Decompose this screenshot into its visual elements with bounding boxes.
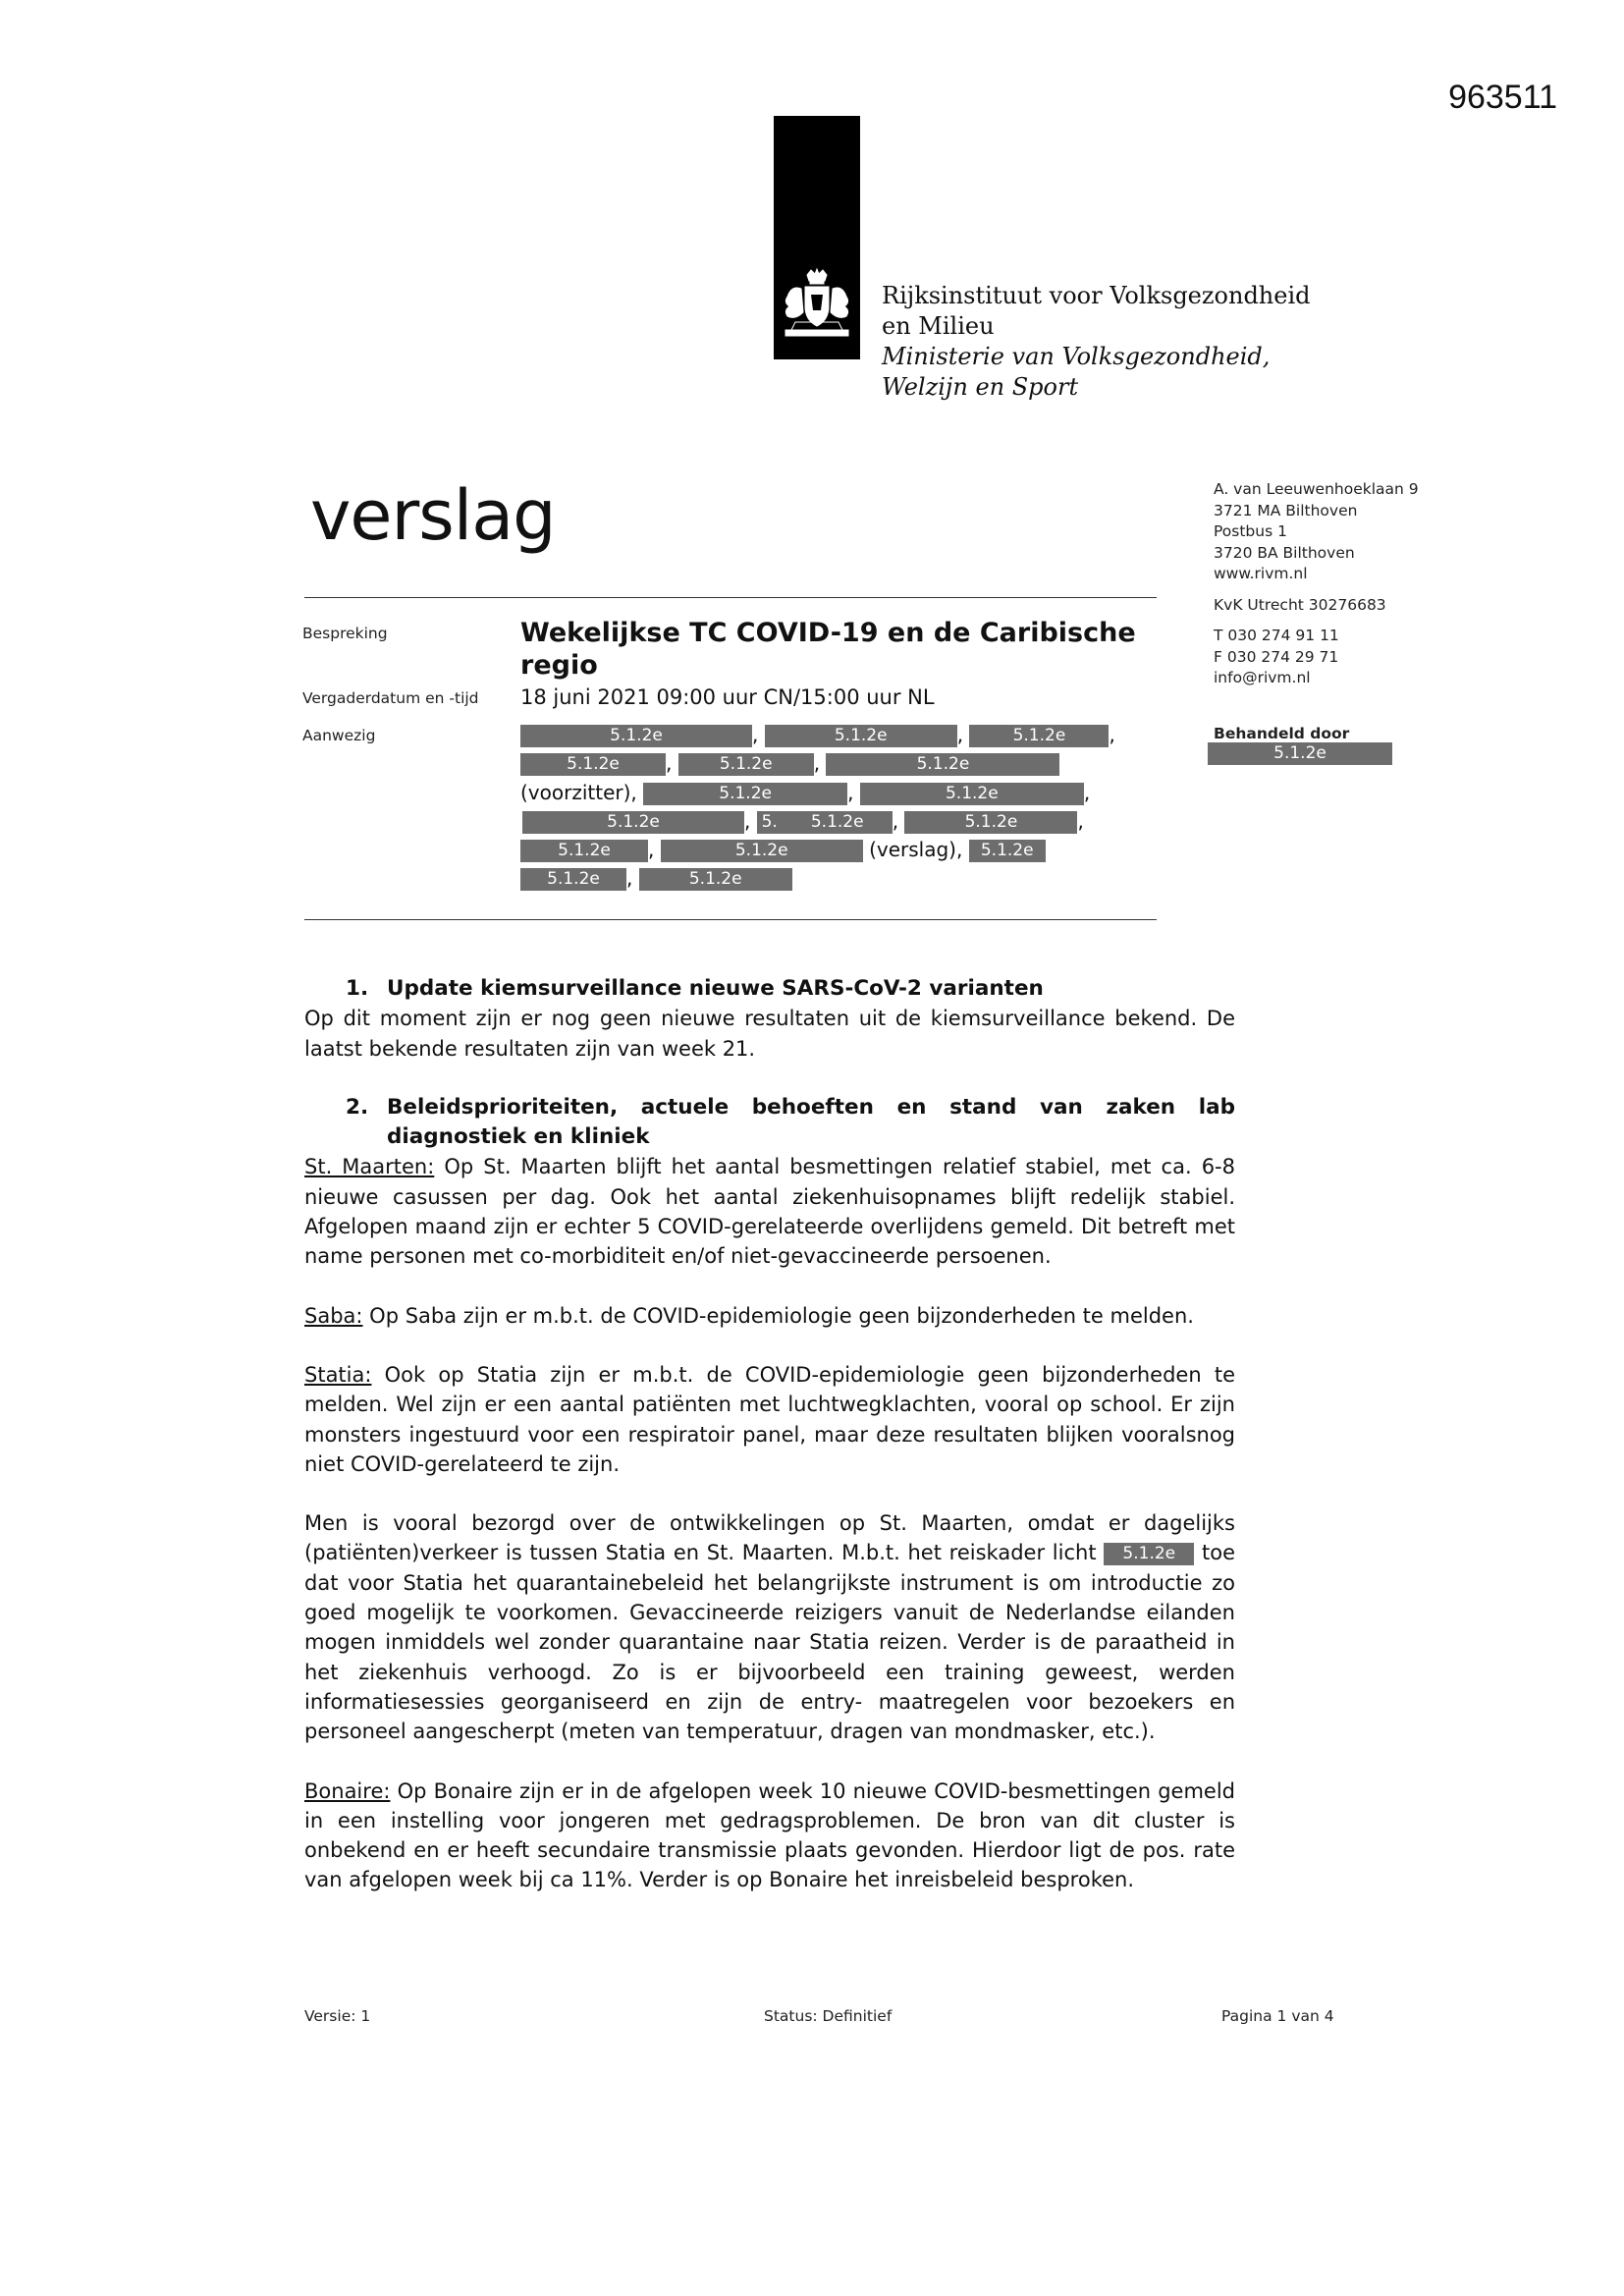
address-website: www.rivm.nl <box>1214 565 1308 582</box>
section-1-heading <box>304 974 1235 1004</box>
org-line-1: Rijksinstituut voor Volksgezondheid <box>882 282 1311 309</box>
separator: , <box>1083 780 1091 804</box>
concern-text-a: Men is vooral bezorgd over de ontwikkelingen op St. Maarten, omdat er dagelijks (patiënten)verkeer is tussen Statia en St. Maarten. M.b.t. het reiskader licht <box>304 1511 1235 1565</box>
separator: , <box>626 866 633 891</box>
attendees-line <box>520 864 1129 893</box>
address-postbus: Postbus 1 <box>1214 522 1287 540</box>
section-1-text: Op dit moment zijn er nog geen nieuwe resultaten uit de kiemsurveillance bekend. De laatst bekende resultaten zijn van week 21. <box>304 1007 1235 1061</box>
redaction: 5.1.2e <box>661 840 863 862</box>
divider-top <box>304 597 1157 598</box>
redaction-partial: 5. <box>757 811 783 834</box>
redaction: 5.1.2e <box>639 868 792 891</box>
attendees-line <box>520 749 1129 778</box>
bonaire-paragraph <box>304 1777 1235 1895</box>
concern-paragraph <box>304 1508 1235 1746</box>
separator: , <box>813 751 821 776</box>
redaction: 5.1.2e <box>678 753 814 776</box>
address-postbus-postcode: 3720 BA Bilthoven <box>1214 543 1355 562</box>
meeting-date: 18 juni 2021 09:00 uur CN/15:00 uur NL <box>520 685 935 709</box>
separator: , <box>666 751 673 776</box>
redaction: 5.1.2e <box>520 725 752 747</box>
date-label: Vergaderdatum en -tijd <box>302 689 479 707</box>
attendees-line <box>520 721 1129 749</box>
redaction: 5.1.2e <box>520 753 666 776</box>
redaction: 5.1.2e <box>969 725 1109 747</box>
statia-text: Ook op Statia zijn er m.b.t. de COVID-epidemiologie geen bijzonderheden te melden. Wel zijn er een aantal patiënten met luchtwegklachten, vooral op school. Er zijn monsters ingestuurd voor een respiratoir panel, maar deze resultaten blijken vooralsnog niet COVID-gerelateerd te zijn. <box>304 1362 1235 1476</box>
bespreking-label: Bespreking <box>302 625 388 642</box>
footer-page: Pagina 1 van 4 <box>1221 2007 1334 2025</box>
redaction: 5.1.2e <box>783 811 893 834</box>
stmaarten-label: St. Maarten: <box>304 1155 435 1179</box>
section-1-number: 1. <box>346 976 369 1001</box>
statia-paragraph <box>304 1360 1235 1479</box>
separator: , <box>1109 723 1115 746</box>
handled-by-label: Behandeld door <box>1214 725 1350 742</box>
aanwezig-label: Aanwezig <box>302 727 376 744</box>
footer-version: Versie: 1 <box>304 2007 371 2025</box>
address-block <box>1214 479 1419 689</box>
concern-redaction: 5.1.2e <box>1104 1543 1194 1565</box>
separator: , <box>847 780 854 804</box>
redaction: 5.1.2e <box>969 840 1046 862</box>
attendees-line <box>520 779 1129 807</box>
attendees-line <box>520 836 1129 864</box>
section-2-heading <box>304 1093 1235 1153</box>
bonaire-label: Bonaire: <box>304 1778 391 1803</box>
address-postcode: 3721 MA Bilthoven <box>1214 501 1358 519</box>
meeting-title: Wekelijkse TC COVID-19 en de Caribische regio <box>520 618 1136 681</box>
address-fax: F 030 274 29 71 <box>1214 647 1339 666</box>
bonaire-text: Op Bonaire zijn er in de afgelopen week 10 nieuwe COVID-besmettingen gemeld in een instelling voor jongeren met gedragsproblemen. De bron van dit cluster is onbekend en er heeft secundaire transmissie plaats gevonden. Hierdoor ligt de pos. rate van afgelopen week bij ca 11%. Verder is op Bonaire het inreisbeleid besproken. <box>304 1778 1235 1892</box>
section-2-title: Beleidsprioriteiten, actuele behoeften en stand van zaken lab diagnostiek en kliniek <box>387 1094 1235 1150</box>
org-line-4: Welzijn en Sport <box>882 373 1079 401</box>
saba-text: Op Saba zijn er m.b.t. de COVID-epidemiologie geen bijzonderheden te melden. <box>362 1303 1194 1328</box>
redaction: 5.1.2e <box>520 868 626 891</box>
saba-label: Saba: <box>304 1303 363 1328</box>
separator: , <box>1077 808 1084 833</box>
statia-label: Statia: <box>304 1362 372 1387</box>
section-1-title: Update kiemsurveillance nieuwe SARS-CoV-2 varianten <box>387 976 1044 1001</box>
org-line-3: Ministerie van Volksgezondheid, <box>882 343 1271 370</box>
address-street: A. van Leeuwenhoeklaan 9 <box>1214 480 1419 498</box>
separator: , <box>744 808 751 833</box>
concern-text-b: toe dat voor Statia het quarantainebeleid het belangrijkste instrument is om introductie zo goed mogelijk te voorkomen. Gevaccineerde reizigers vanuit de Nederlandse eilanden mogen inmiddels wel zonder quarantaine naar Statia reizen. Verder is de paraatheid in het ziekenhuis verhoogd. Zo is er bijvoorbeeld een training geweest, werden informatiesessies georganiseerd en zijn de entry- maatregelen voor bezoekers en personeel aangescherpt (meten van temperatuur, dragen van mondmasker, etc.). <box>304 1541 1235 1744</box>
document-type-title: verslag <box>310 475 556 556</box>
attendees-line <box>520 807 1129 836</box>
organization-name <box>882 281 1311 403</box>
separator: , <box>892 808 899 833</box>
redaction: 5.1.2e <box>520 840 648 862</box>
redaction: 5.1.2e <box>904 811 1077 834</box>
divider-bottom <box>304 919 1157 920</box>
document-body <box>304 974 1235 1895</box>
document-number: 963511 <box>1448 79 1557 116</box>
saba-paragraph <box>304 1301 1235 1331</box>
redaction: 5.1.2e <box>765 725 957 747</box>
redaction: 5.1.2e <box>522 811 744 834</box>
section-2-number: 2. <box>346 1094 369 1120</box>
stmaarten-text: Op St. Maarten blijft het aantal besmettingen relatief stabiel, met ca. 6-8 nieuwe casussen per dag. Ook het aantal ziekenhuisopnames blijft redelijk stabiel. Afgelopen maand zijn er echter 5 COVID-gerelateerde overlijdens gemeld. Dit betreft met name personen met co-morbiditeit en/of niet-gevaccineerde persoenen. <box>304 1155 1235 1269</box>
separator: , <box>752 723 759 746</box>
handled-by-redaction: 5.1.2e <box>1208 742 1392 765</box>
address-kvk: KvK Utrecht 30276683 <box>1214 595 1386 614</box>
address-email: info@rivm.nl <box>1214 669 1311 686</box>
royal-crest-icon <box>778 267 856 344</box>
secretary-role: (verslag), <box>869 838 963 862</box>
redaction: 5.1.2e <box>860 783 1084 805</box>
attendees-list <box>520 721 1129 894</box>
redaction: 5.1.2e <box>643 783 847 805</box>
separator: , <box>956 723 964 746</box>
org-line-2: en Milieu <box>882 312 995 340</box>
address-phone: T 030 274 91 11 <box>1214 627 1339 644</box>
stmaarten-paragraph <box>304 1152 1235 1271</box>
footer-status: Status: Definitief <box>764 2007 893 2025</box>
redaction: 5.1.2e <box>826 753 1059 776</box>
separator: , <box>648 838 655 862</box>
chair-role: (voorzitter), <box>520 780 637 804</box>
